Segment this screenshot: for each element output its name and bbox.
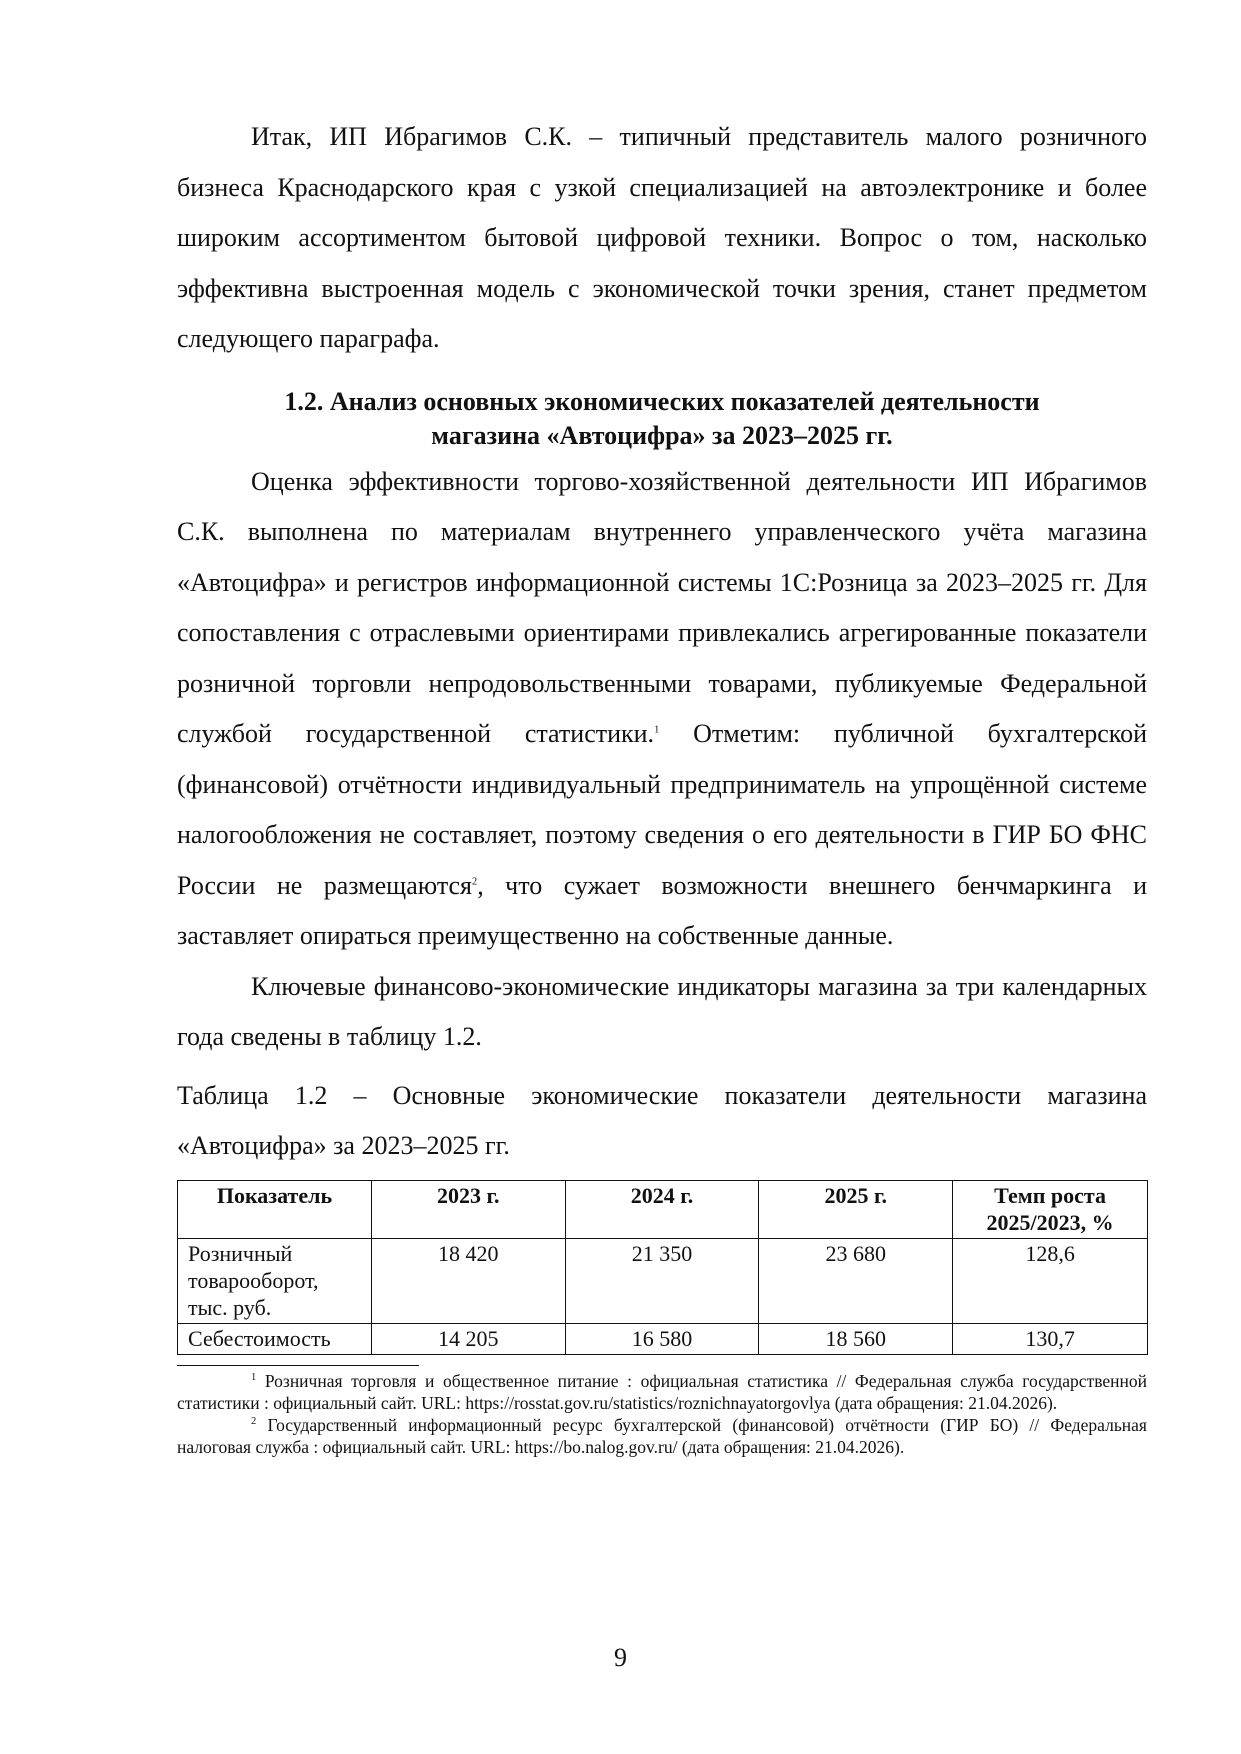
page-number: 9 [614, 1643, 627, 1672]
paragraph-intro: Итак, ИП Ибрагимов С.К. – типичный представитель малого розничного бизнеса Краснодарского края с узкой специализацией на автоэлектронике и более широким ассортиментом бытовой цифровой техники. Вопрос о том, насколько эффективна выстроенная модель с экономической точки зрения, станет предметом следующего параграфа. [177, 122, 1147, 353]
table-caption: Таблица 1.2 – Основные экономические показатели деятельности магазина «Автоцифра» за 2023–2025 гг. [177, 1080, 1147, 1160]
assessment-text-part-1: Оценка эффективности торгово-хозяйственной деятельности ИП Ибрагимов С.К. выполнена по материалам внутреннего управленческого учёта магазина «Автоцифра» и регистров информационной системы 1С:Розница за 2023–2025 гг. Для сопоставления с отраслевыми ориентирами привлекались агрегированные показатели розничной торговли непродовольственными товарами, публикуемые Федеральной службой государственной статистики. [177, 466, 1147, 748]
table-cell: Себестоимость [178, 1323, 372, 1354]
column-header: 2023 г. [371, 1180, 565, 1238]
column-header: 2025 г. [759, 1180, 953, 1238]
table-cell: 18 560 [759, 1323, 953, 1354]
section-heading-line-1: 1.2. Анализ основных экономических показателей деятельности [284, 386, 1040, 416]
footnotes [177, 1370, 1147, 1458]
page-content [177, 112, 1147, 1458]
table-cell: 18 420 [371, 1238, 565, 1323]
table-cell: 14 205 [371, 1323, 565, 1354]
footnote-ref-1[interactable]: 1 [654, 724, 660, 736]
table-row [178, 1238, 1148, 1323]
section-heading [177, 385, 1147, 453]
assessment-text-part-2: Отметим: публичной бухгалтерской (финансовой) отчётности индивидуальный предприниматель на упрощённой системе налогообложения не составляет, поэтому сведения о его деятельности в ГИР БО ФНС России не размещаются [177, 719, 1147, 900]
footnote-ref-2[interactable]: 2 [472, 875, 478, 887]
footnote-2 [177, 1414, 1147, 1458]
footnote-mark-1: 1 [251, 1371, 257, 1383]
footnote-text-2: Государственный информационный ресурс бухгалтерской (финансовой) отчётности (ГИР БО) // Федеральная налоговая служба : официальный сайт. URL: https://bo.nalog.gov.ru/ (дата обращения: 21.04.2026). [177, 1414, 1147, 1457]
table-cell: 21 350 [565, 1238, 759, 1323]
table-cell: 130,7 [953, 1323, 1148, 1354]
table-row [178, 1323, 1148, 1354]
footnote-1 [177, 1370, 1147, 1414]
paragraph-key-indicators: Ключевые финансово-экономические индикаторы магазина за три календарных года сведены в таблицу 1.2. [177, 971, 1147, 1051]
footnote-mark-2: 2 [251, 1415, 257, 1427]
table-cell: Розничный товарооборот, тыс. руб. [178, 1238, 372, 1323]
column-header: Темп роста 2025/2023, % [953, 1180, 1148, 1238]
assessment-text-part-3: , что сужает возможности внешнего бенчмаркинга и заставляет опираться преимущественно на собственные данные. [177, 870, 1147, 950]
footnote-text-1: Розничная торговля и общественное питание : официальная статистика // Федеральная служба государственной статистики : официальный сайт. URL: https://rosstat.gov.ru/statistics/roznichnayatorgovlya (дата обращения: 21.04.2026). [177, 1370, 1147, 1413]
table-cell: 16 580 [565, 1323, 759, 1354]
footnote-separator [177, 1365, 419, 1366]
table-cell: 128,6 [953, 1238, 1148, 1323]
column-header: Показатель [178, 1180, 372, 1238]
paragraph-assessment [177, 457, 1147, 962]
section-heading-line-2: магазина «Автоцифра» за 2023–2025 гг. [431, 420, 893, 450]
column-header: 2024 г. [565, 1180, 759, 1238]
table-header-row [178, 1180, 1148, 1238]
table-cell: 23 680 [759, 1238, 953, 1323]
indicators-table [177, 1180, 1148, 1355]
